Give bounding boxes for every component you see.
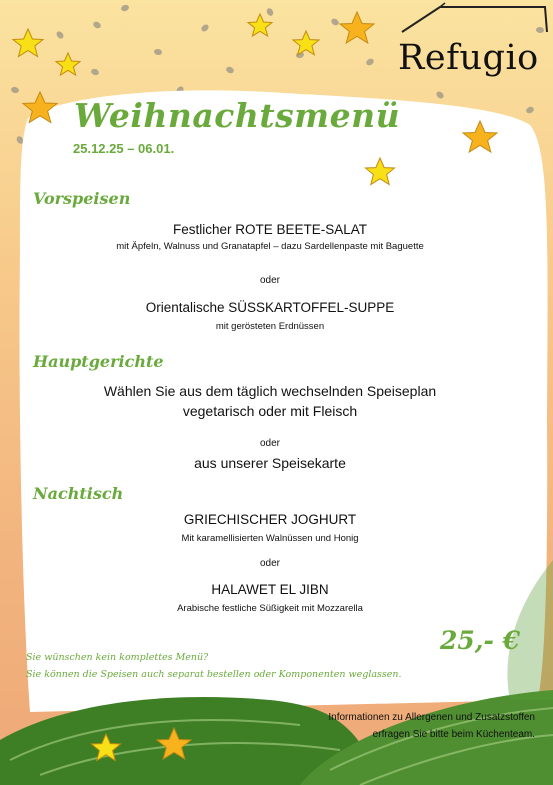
dish-name: Orientalische SÜSSKARTOFFEL-SUPPE xyxy=(145,300,395,315)
note-line: Sie wünschen kein komplettes Menü? xyxy=(26,652,209,663)
star-icon xyxy=(340,12,374,43)
or-separator: oder xyxy=(259,558,280,569)
menu-price: 25,- € xyxy=(440,626,520,655)
section-heading-vorspeisen: Vorspeisen xyxy=(33,189,131,208)
allergen-info-line: Informationen zu Allergenen und Zusatzstoffen xyxy=(328,712,535,723)
main-course-line: aus unserer Speisekarte xyxy=(194,455,346,471)
allergen-info-line: erfragen Sie bitte beim Küchenteam. xyxy=(372,729,535,740)
dish-description: Arabische festliche Süßigkeit mit Mozzarella xyxy=(177,603,363,614)
page-title: Weihnachtsmenü xyxy=(74,96,401,135)
content-card xyxy=(19,90,547,712)
section-heading-hauptgerichte: Hauptgerichte xyxy=(33,352,164,371)
star-icon xyxy=(13,29,43,57)
logo-roof-icon xyxy=(402,7,547,32)
dish-name: HALAWET EL JIBN xyxy=(211,582,329,597)
logo-text: Refugio xyxy=(398,38,539,78)
dish-description: Mit karamellisierten Walnüssen und Honig xyxy=(181,533,359,544)
dish-name: Festlicher ROTE BEETE-SALAT xyxy=(172,222,368,237)
star-icon xyxy=(293,31,319,55)
date-range: 25.12.25 – 06.01. xyxy=(73,141,175,156)
star-icon xyxy=(56,53,80,75)
or-separator: oder xyxy=(259,275,280,286)
main-course-line: Wählen Sie aus dem täglich wechselnden Speiseplan xyxy=(103,383,437,399)
dish-name: GRIECHISCHER JOGHURT xyxy=(183,512,357,527)
note-line: Sie können die Speisen auch separat bestellen oder Komponenten weglassen. xyxy=(26,669,402,680)
main-course-line: vegetarisch oder mit Fleisch xyxy=(182,403,358,419)
dish-description: mit Äpfeln, Walnuss und Granatapfel – dazu Sardellenpaste mit Baguette xyxy=(116,241,424,252)
star-icon xyxy=(248,14,272,36)
section-heading-nachtisch: Nachtisch xyxy=(33,484,124,503)
or-separator: oder xyxy=(259,438,280,449)
dish-description: mit gerösteten Erdnüssen xyxy=(215,321,325,332)
